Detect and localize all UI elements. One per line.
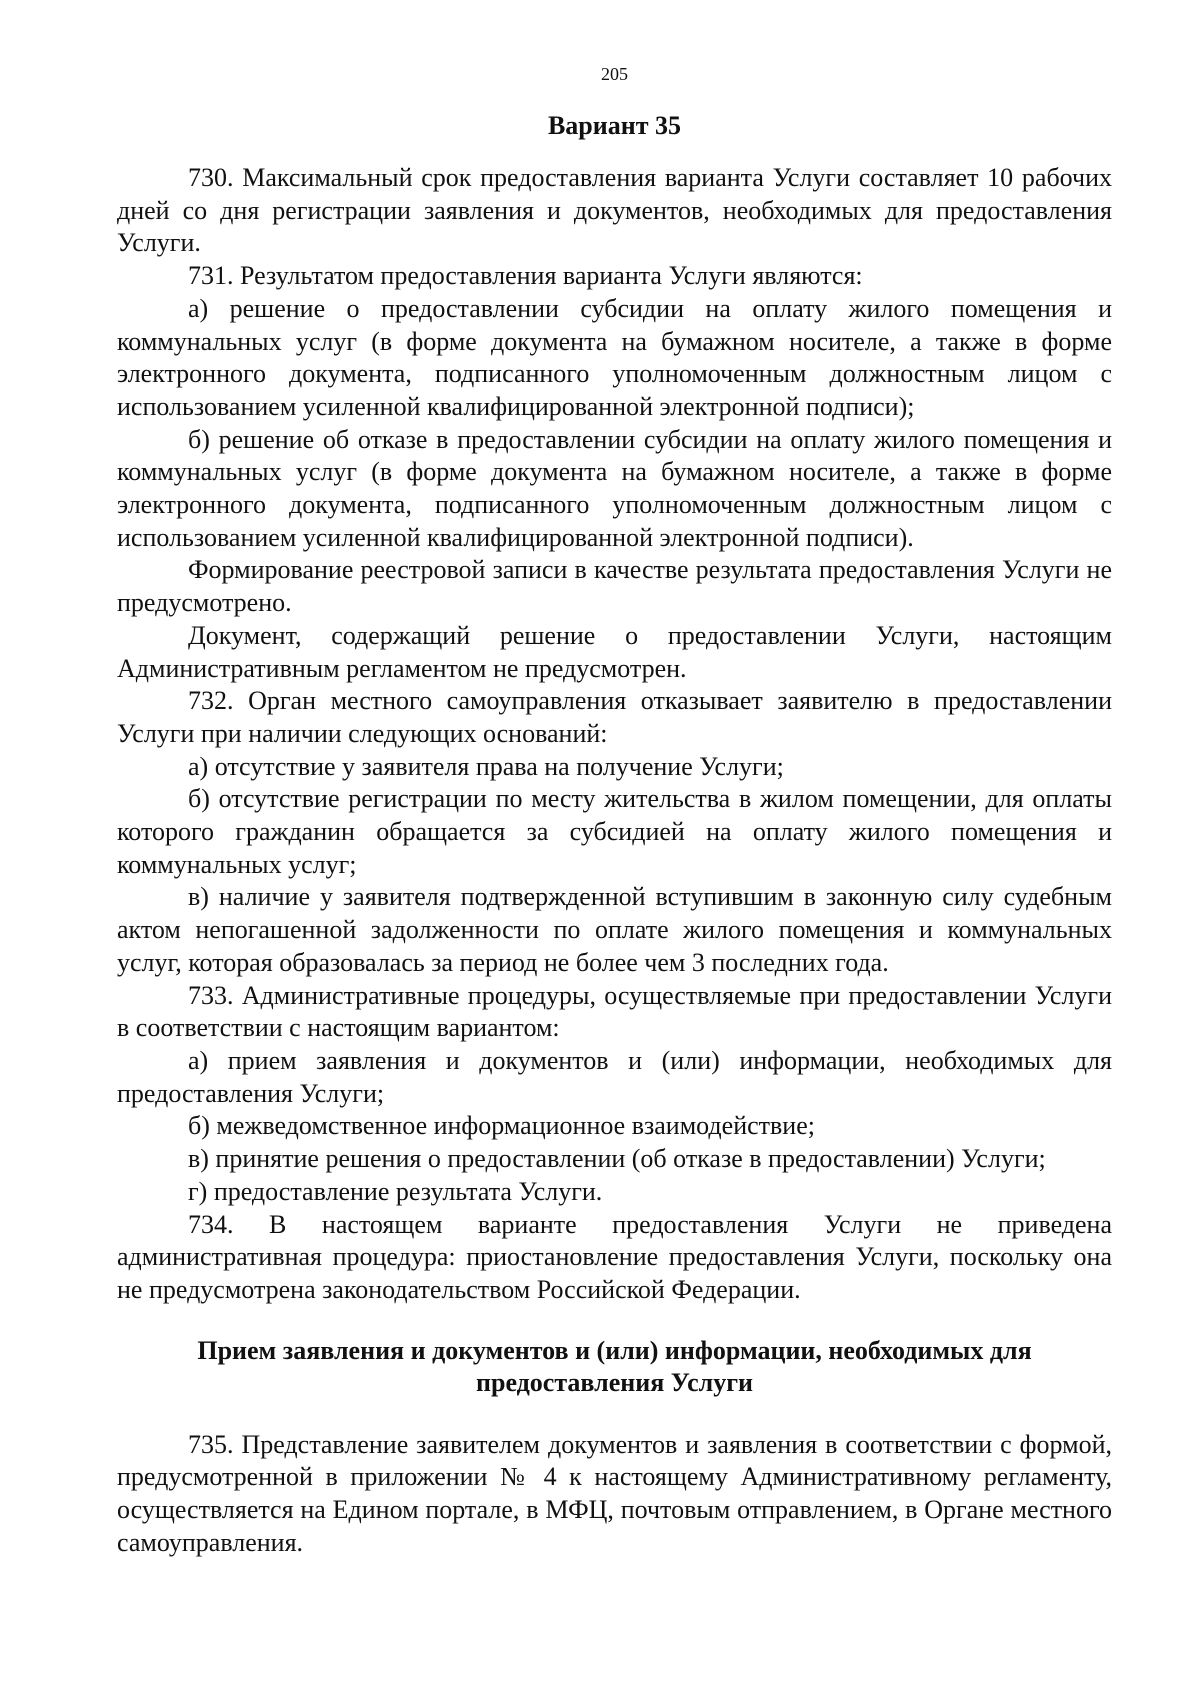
paragraph: 733. Административные процедуры, осуществляемые при предоставлении Услуги в соответствии с настоящим вариантом: bbox=[117, 980, 1112, 1043]
paragraph: в) принятие решения о предоставлении (об отказе в предоставлении) Услуги; bbox=[188, 1144, 1046, 1174]
body-paragraphs bbox=[117, 162, 1112, 1307]
variant-title: Вариант 35 bbox=[547, 111, 682, 140]
paragraph: б) решение об отказе в предоставлении субсидии на оплату жилого помещения и коммунальных услуг (в форме документа на бумажном носителе, а также в форме электронного документа, подписанного уполномоченным должностным лицом с использованием усиленной квалифицированной электронной подписи). bbox=[117, 424, 1112, 552]
paragraph: 732. Орган местного самоуправления отказывает заявителю в предоставлении Услуги при наличии следующих оснований: bbox=[117, 686, 1112, 748]
paragraph: б) отсутствие регистрации по месту жительства в жилом помещении, для оплаты которого гражданин обращается за субсидией на оплату жилого помещения и коммунальных услуг; bbox=[117, 784, 1112, 879]
paragraph: г) предоставление результата Услуги. bbox=[188, 1176, 603, 1206]
paragraph: 730. Максимальный срок предоставления варианта Услуги составляет 10 рабочих дней со дня регистрации заявления и документов, необходимых для предоставления Услуги. bbox=[117, 163, 1112, 258]
paragraph: Формирование реестровой записи в качестве результата предоставления Услуги не предусмотрено. bbox=[117, 555, 1112, 618]
paragraph: Документ, содержащий решение о предоставлении Услуги, настоящим Административным регламентом не предусмотрен. bbox=[117, 620, 1112, 683]
paragraph: а) решение о предоставлении субсидии на оплату жилого помещения и коммунальных услуг (в форме документа на бумажном носителе, а также в форме электронного документа, подписанного уполномоченным должностным лицом с использованием усиленной квалифицированной электронной подписи); bbox=[117, 293, 1112, 421]
paragraph: в) наличие у заявителя подтвержденной вступившим в законную силу судебным актом непогашенной задолженности по оплате жилого помещения и коммунальных услуг, которая образовалась за период не более чем 3 последних года. bbox=[117, 882, 1112, 977]
paragraph: а) прием заявления и документов и (или) информации, необходимых для предоставления Услуги; bbox=[117, 1045, 1112, 1108]
page-number: 205 bbox=[601, 64, 628, 84]
paragraph: а) отсутствие у заявителя права на получение Услуги; bbox=[188, 751, 784, 781]
paragraph: б) межведомственное информационное взаимодействие; bbox=[188, 1111, 815, 1141]
section-subheading: Прием заявления и документов и (или) информации, необходимых для предоставления Услуги bbox=[197, 1335, 1032, 1397]
paragraph: 734. В настоящем варианте предоставления Услуги не приведена административная процедура: приостановление предоставления Услуги, поскольку она не предусмотрена законодательством Российской Федерации. bbox=[117, 1209, 1112, 1304]
paragraph-735: 735. Представление заявителем документов и заявления в соответствии с формой, предусмотренной в приложении № 4 к настоящему Административному регламенту, осуществляется на Едином портале, в МФЦ, почтовым отправлением, в Органе местного самоуправления. bbox=[117, 1429, 1112, 1557]
paragraph: 731. Результатом предоставления варианта Услуги являются: bbox=[188, 261, 863, 291]
